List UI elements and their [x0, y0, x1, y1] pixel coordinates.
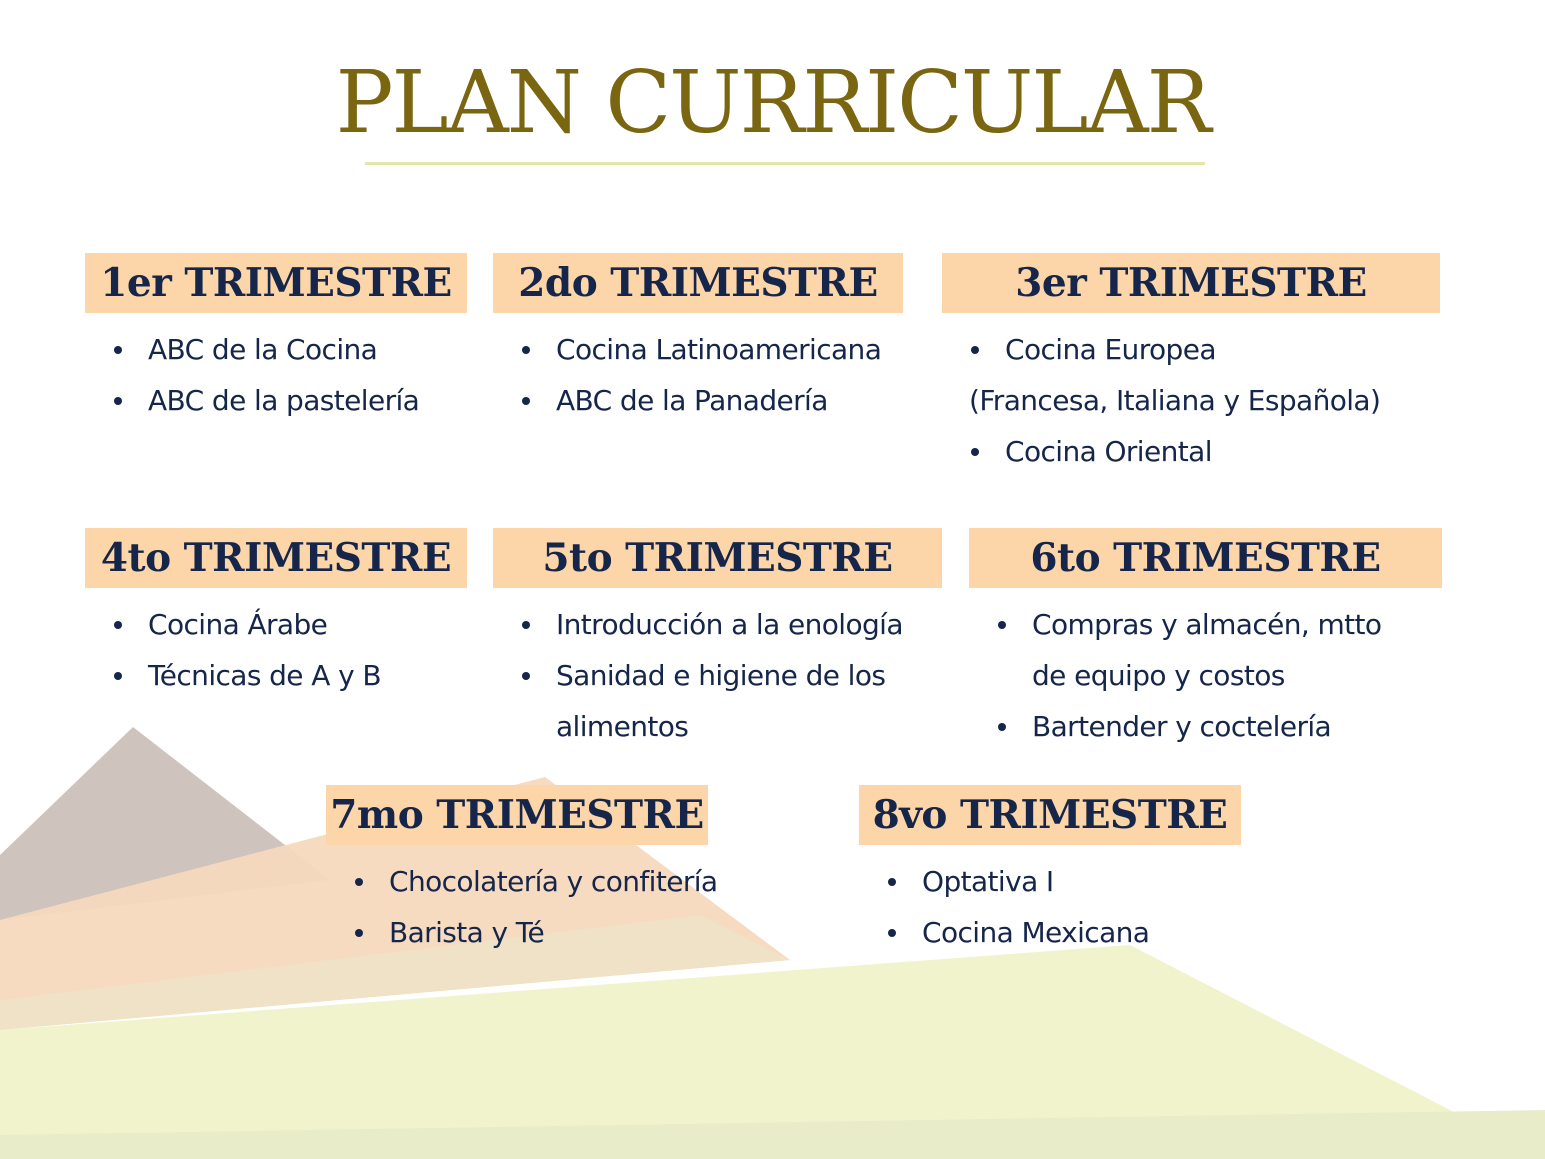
list-item: Sanidad e higiene de los [520, 650, 903, 701]
list-item: ABC de la pastelería [112, 375, 419, 426]
list-item-continuation: alimentos [556, 710, 689, 743]
trimester-6-label: 6to TRIMESTRE [1030, 535, 1381, 581]
trimester-8-list [886, 856, 1149, 958]
trimester-8-header [859, 785, 1241, 845]
list-item: Chocolatería y confitería [353, 856, 717, 907]
list-item: Técnicas de A y B [112, 650, 381, 701]
trimester-1-list [112, 324, 419, 426]
trimester-6-list [996, 599, 1381, 650]
list-item: Cocina Mexicana [886, 907, 1149, 958]
title-underline [365, 162, 1205, 165]
list-item: Cocina Árabe [112, 599, 381, 650]
list-item: Barista y Té [353, 907, 717, 958]
trimester-2-list [520, 324, 881, 426]
trimester-1-header [85, 253, 467, 313]
trimester-2-label: 2do TRIMESTRE [518, 260, 878, 306]
list-item: Compras y almacén, mtto [996, 599, 1381, 650]
list-item-continuation: (Francesa, Italiana y Española) [969, 384, 1381, 417]
trimester-1-label: 1er TRIMESTRE [100, 260, 452, 306]
trimester-4-label: 4to TRIMESTRE [100, 535, 452, 581]
list-item: Cocina Oriental [969, 426, 1212, 477]
list-item: Cocina Latinoamericana [520, 324, 881, 375]
trimester-3-label: 3er TRIMESTRE [1015, 260, 1367, 306]
trimester-3-header [942, 253, 1440, 313]
list-item: ABC de la Panadería [520, 375, 881, 426]
trimester-7-header [326, 785, 708, 845]
trimester-6-header [969, 528, 1442, 588]
list-item-continuation: de equipo y costos [1032, 659, 1285, 692]
trimester-3-list [969, 324, 1216, 375]
trimester-7-list [353, 856, 717, 958]
trimester-4-list [112, 599, 381, 701]
trimester-5-header [493, 528, 942, 588]
list-item: Cocina Europea [969, 324, 1216, 375]
trimester-2-header [493, 253, 903, 313]
list-item: Bartender y coctelería [996, 701, 1331, 752]
list-item: Introducción a la enología [520, 599, 903, 650]
trimester-5-label: 5to TRIMESTRE [542, 535, 893, 581]
trimester-8-label: 8vo TRIMESTRE [872, 792, 1228, 838]
trimester-4-header [85, 528, 467, 588]
trimester-3-list-continued [969, 426, 1212, 477]
list-item: ABC de la Cocina [112, 324, 419, 375]
trimester-6-list-continued [996, 701, 1331, 752]
list-item: Optativa I [886, 856, 1149, 907]
trimester-5-list [520, 599, 903, 701]
trimester-7-label: 7mo TRIMESTRE [330, 792, 704, 838]
page-title: PLAN CURRICULAR [335, 53, 1210, 153]
